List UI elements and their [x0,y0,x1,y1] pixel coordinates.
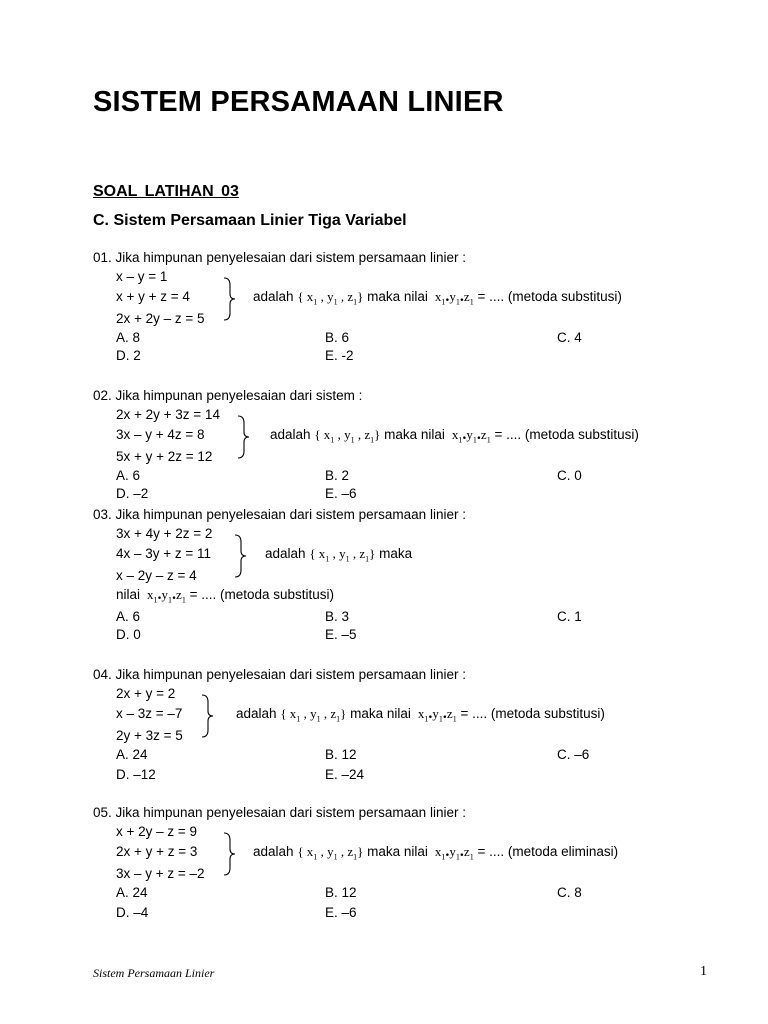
product-expression: $x_1.y_1.z_1$ [431,843,474,862]
method-text: = .... (metoda substitusi) [460,706,605,721]
equation-2: 2x + y + z = 3 [116,844,198,859]
option-d: D. 2 [116,348,141,363]
solution-set: { $x_1$ , $y_1$ , $z_1$} [314,427,381,445]
page-title: SISTEM PERSAMAAN LINIER [93,86,504,118]
equation-3: 2y + 3z = 5 [116,728,183,743]
method-text: = .... (metoda substitusi) [494,427,639,442]
section-heading: C. Sistem Persamaan Linier Tiga Variabel [93,212,407,229]
option-c: C. –6 [557,747,590,762]
equation-1: 3x + 4y + 2z = 2 [116,526,213,541]
nilai-text: nilai [116,587,141,602]
option-d: D. –2 [116,486,149,501]
option-a: A. 24 [116,885,148,900]
solution-set: { $x_1$ , $y_1$ , $z_1$} [280,706,347,724]
option-b: B. 3 [325,609,350,624]
equation-3: 5x + y + 2z = 12 [116,449,213,464]
question-stem: 04. Jika himpunan penyelesaian dari sistem persamaan linier : [93,667,466,682]
maka-text: maka nilai [367,289,428,304]
adalah-text: adalah [265,546,306,561]
maka-text: maka nilai [384,427,445,442]
equation-2: 3x – y + 4z = 8 [116,427,205,442]
equation-1: x + 2y – z = 9 [116,824,198,839]
right-brace-icon [222,831,236,877]
adalah-text: adalah [270,427,311,442]
question-stem: 03. Jika himpunan penyelesaian dari sistem persamaan linier : [93,507,466,522]
maka-text: maka [379,546,413,561]
option-e: E. –5 [325,627,357,642]
solution-set: { $x_1$ , $y_1$ , $z_1$} [297,289,364,307]
option-c: C. 4 [557,330,582,345]
option-c: C. 1 [557,609,582,624]
option-e: E. -2 [325,348,354,363]
option-d: D. –12 [116,767,156,782]
product-expression: $x_1.y_1.z_1$ [431,288,474,307]
method-text: = .... (metoda substitusi) [477,289,622,304]
question-stem: 02. Jika himpunan penyelesaian dari sistem : [93,388,363,403]
option-d: D. –4 [116,905,149,920]
option-a: A. 6 [116,609,141,624]
method-text: = .... (metoda substitusi) [189,587,335,602]
exercise-subtitle: SOAL LATIHAN 03 [93,183,239,200]
equation-2: 4x – 3y + z = 11 [116,546,212,561]
equation-1: 2x + y = 2 [116,686,176,701]
equation-3: 3x – y + z = –2 [116,866,205,881]
product-expression: $x_1.y_1.z_1$ [448,426,491,445]
option-b: B. 12 [325,747,357,762]
solution-set: { $x_1$ , $y_1$ , $z_1$} [309,546,376,564]
option-a: A. 8 [116,330,141,345]
option-a: A. 6 [116,468,141,483]
question-stem: 01. Jika himpunan penyelesaian dari sistem persamaan linier : [93,250,466,265]
option-e: E. –6 [325,486,357,501]
option-b: B. 12 [325,885,357,900]
option-a: A. 24 [116,747,148,762]
product-expression: $x_1.y_1.z_1$ [414,705,457,724]
solution-set: { $x_1$ , $y_1$ , $z_1$} [297,844,364,862]
equation-1: 2x + 2y + 3z = 14 [116,407,220,422]
page-number: 1 [700,964,707,979]
product-expression: $x_1.y_1.z_1$ [143,586,186,605]
maka-text: maka nilai [367,844,428,859]
adalah-text: adalah [236,706,277,721]
question-stem: 05. Jika himpunan penyelesaian dari sistem persamaan linier : [93,805,466,820]
option-e: E. –24 [325,767,365,782]
option-b: B. 6 [325,330,350,345]
right-brace-icon [200,693,214,739]
right-brace-icon [233,533,247,579]
option-e: E. –6 [325,905,357,920]
equation-2: x + y + z = 4 [116,289,190,304]
option-b: B. 2 [325,468,350,483]
right-brace-icon [236,414,250,460]
adalah-text: adalah [253,289,294,304]
footer-title: Sistem Persamaan Linier [93,966,215,980]
equation-1: x – y = 1 [116,269,168,284]
equation-2: x – 3z = –7 [116,706,183,721]
right-brace-icon [222,276,236,322]
equation-3: x – 2y – z = 4 [116,568,197,583]
maka-text: maka nilai [350,706,411,721]
equation-3: 2x + 2y – z = 5 [116,311,205,326]
option-c: C. 8 [557,885,582,900]
option-d: D. 0 [116,627,141,642]
method-text: = .... (metoda eliminasi) [477,844,619,859]
adalah-text: adalah [253,844,294,859]
option-c: C. 0 [557,468,582,483]
